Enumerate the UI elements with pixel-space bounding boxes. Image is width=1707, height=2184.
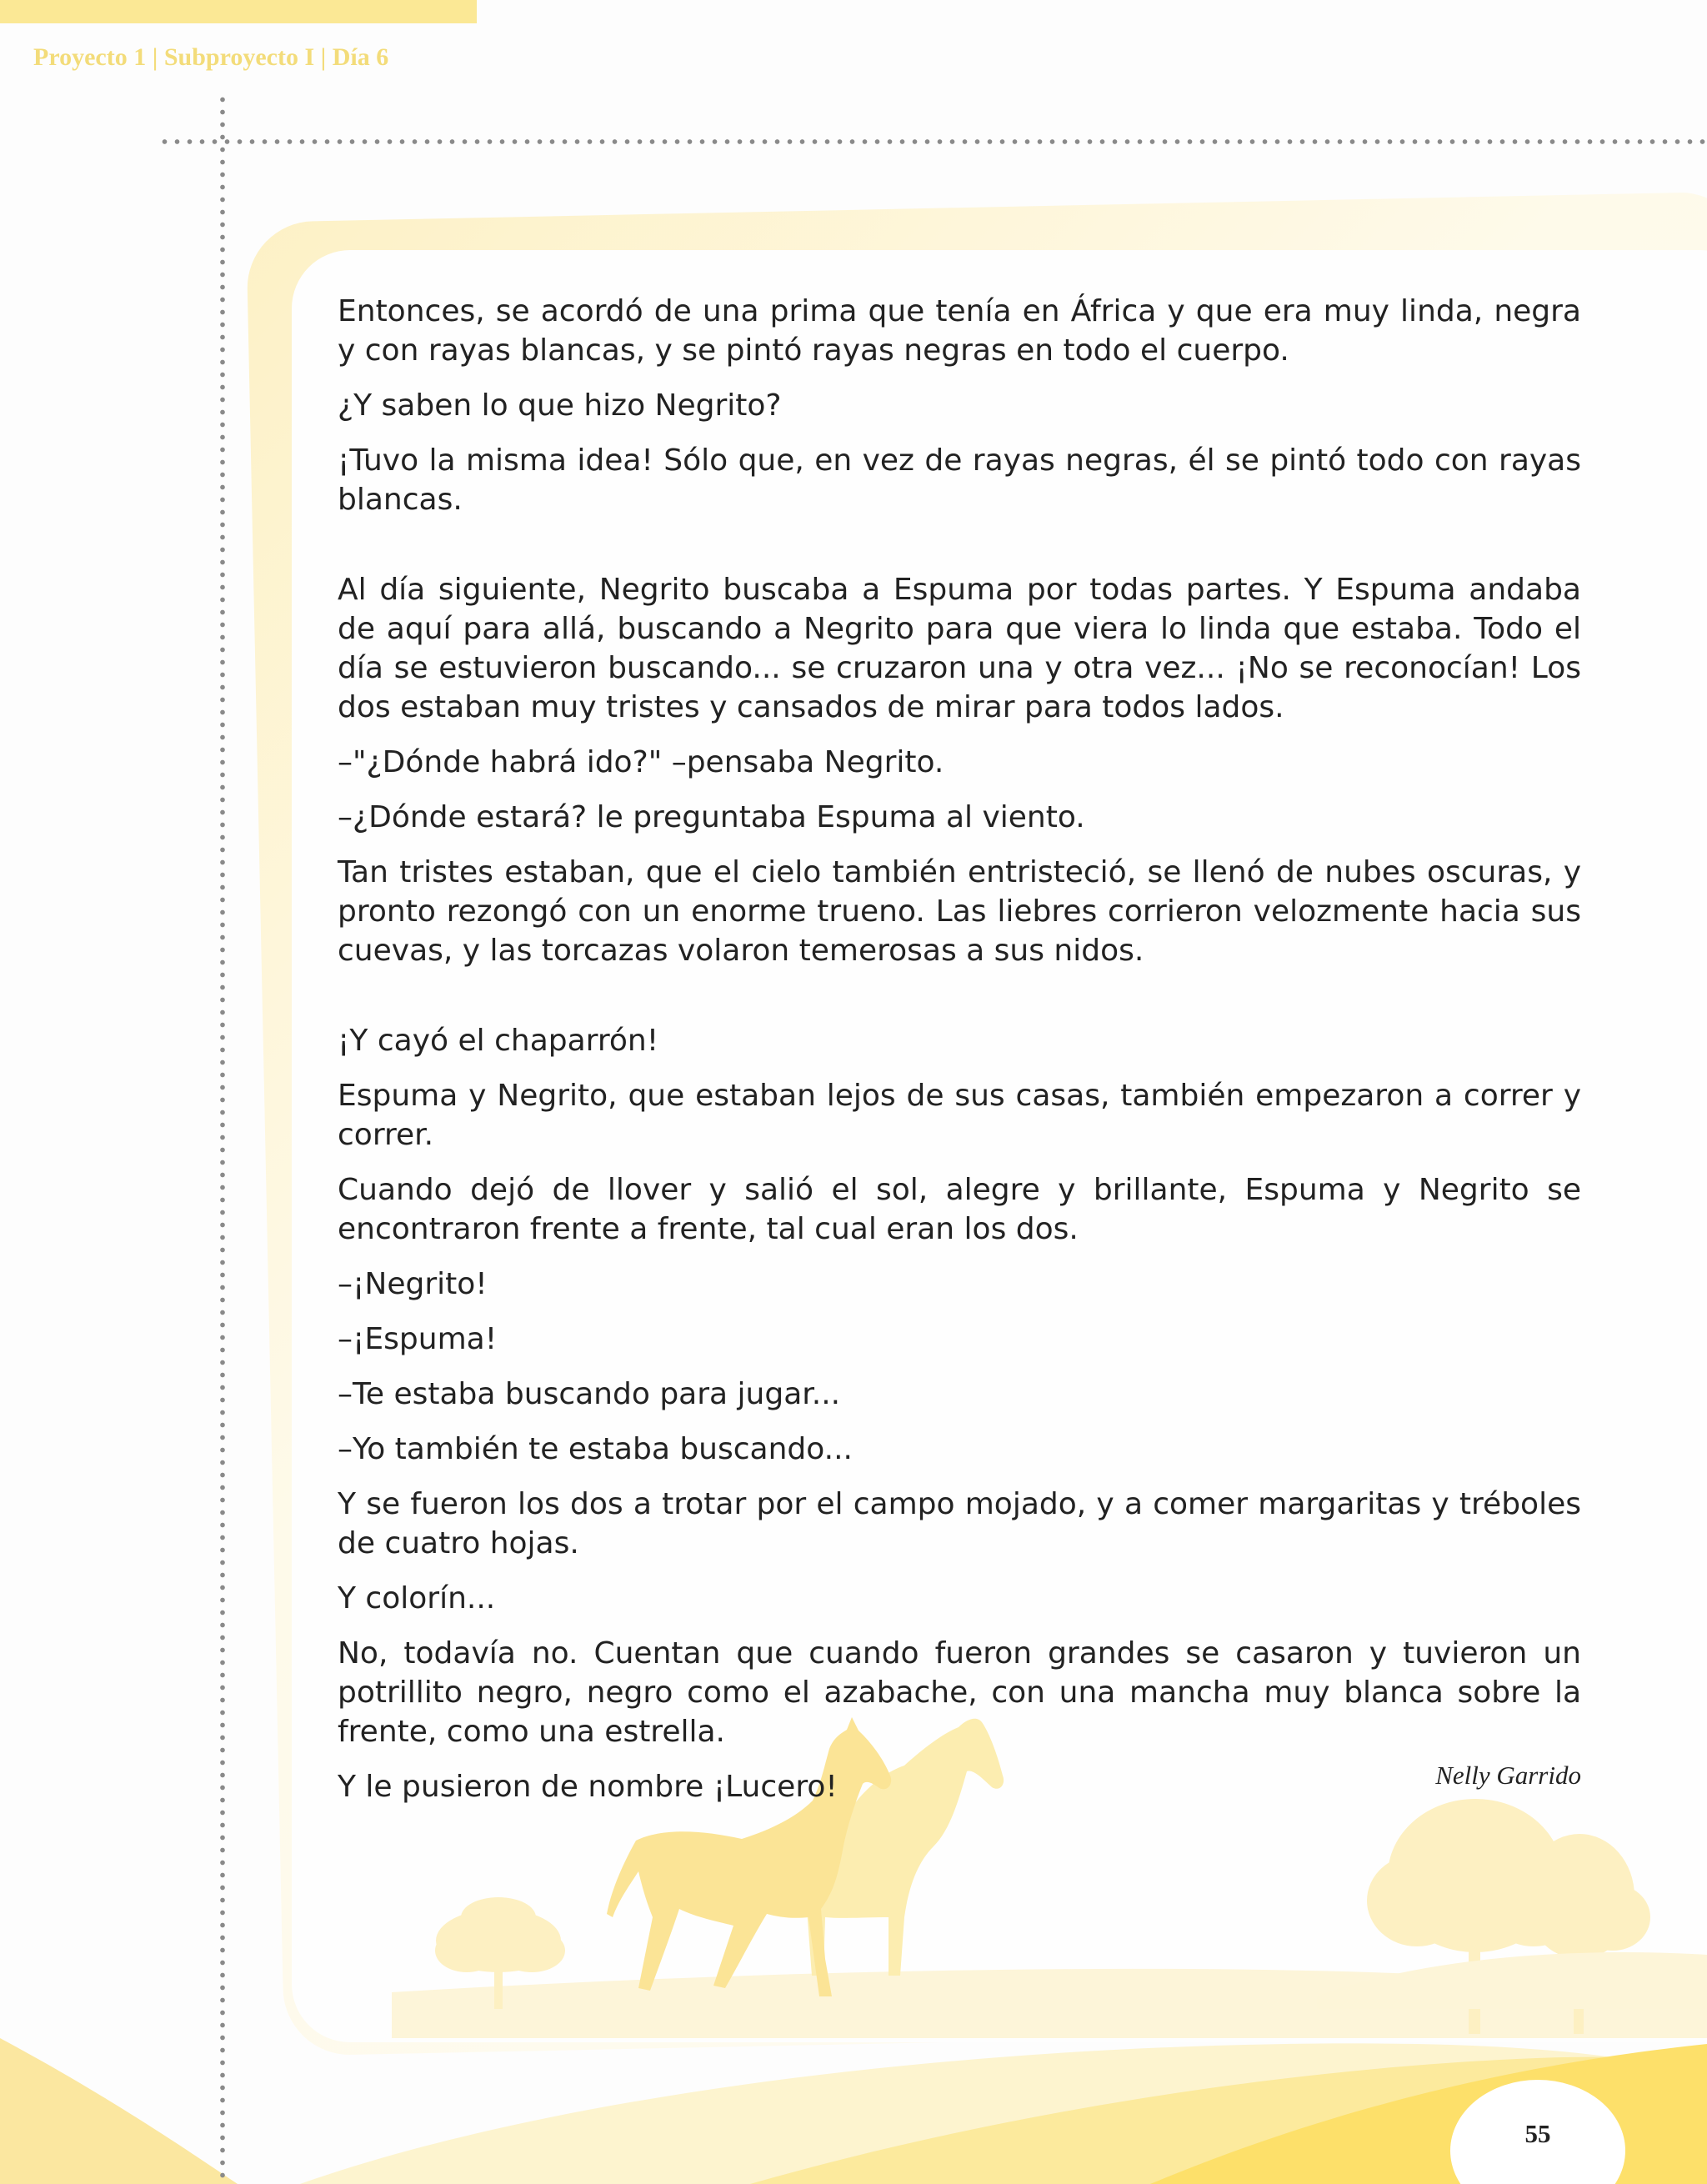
story-paragraph: No, todavía no. Cuentan que cuando fueron grandes se casaron y tuvieron un potrillito negro, negro como el azabache, con una mancha muy blanca sobre la frente, como una estrella. [338, 1636, 1581, 1749]
story-paragraph: ¡Y cayó el chaparrón! [338, 1024, 659, 1058]
story-paragraph: –¡Espuma! [338, 1322, 498, 1356]
story-paragraph: Y se fueron los dos a trotar por el campo mojado, y a comer margaritas y tréboles de cuatro hojas. [338, 1487, 1581, 1560]
story-paragraph: Y colorín... [338, 1581, 496, 1615]
story-paragraph: Espuma y Negrito, que estaban lejos de sus casas, también empezaron a correr y correr. [338, 1079, 1581, 1152]
story-paragraph: Entonces, se acordó de una prima que tenía en África y que era muy linda, negra y con rayas blancas, y se pintó rayas negras en todo el cuerpo. [338, 294, 1581, 368]
story-paragraph: –Te estaba buscando para jugar... [338, 1377, 841, 1411]
story-paragraph: ¿Y saben lo que hizo Negrito? [338, 388, 782, 423]
story-paragraph: Cuando dejó de llover y salió el sol, alegre y brillante, Espuma y Negrito se encontraron frente a frente, tal cual eran los dos. [338, 1173, 1581, 1246]
bottom-left-swoosh [0, 2038, 238, 2184]
story-paragraph: Tan tristes estaban, que el cielo también entristeció, se llenó de nubes oscuras, y pronto rezongó con un enorme trueno. Las liebres corrieron velozmente hacia sus cuevas, y las torcazas volaron temerosas a sus nidos. [338, 855, 1581, 968]
story-paragraph: Al día siguiente, Negrito buscaba a Espuma por todas partes. Y Espuma andaba de aquí para allá, buscando a Negrito para que viera lo linda que estaba. Todo el día se estuvieron buscando... se cruzaron una y otra vez... ¡No se reconocían! Los dos estaban muy tristes y cansados de mirar para todos lados. [338, 573, 1581, 724]
story-paragraph: Y le pusieron de nombre ¡Lucero! [338, 1770, 838, 1804]
page-number: 55 [1524, 2119, 1551, 2148]
story-paragraph: –"¿Dónde habrá ido?" –pensaba Negrito. [338, 745, 944, 779]
story-paragraph: –¿Dónde estará? le preguntaba Espuma al viento. [338, 800, 1085, 834]
story-paragraph: ¡Tuvo la misma idea! Sólo que, en vez de rayas negras, él se pintó todo con rayas blancas. [338, 443, 1581, 517]
story-paragraph: –¡Negrito! [338, 1267, 488, 1301]
story-paragraph: –Yo también te estaba buscando... [338, 1432, 853, 1466]
dotted-guide-vertical [220, 93, 225, 2184]
story-text [338, 292, 1581, 1822]
author-name: Nelly Garrido [1435, 1761, 1581, 1790]
page-header: Proyecto 1 | Subproyecto I | Día 6 [33, 43, 389, 71]
dotted-guide-horizontal [158, 139, 1707, 144]
right-hill [1317, 1952, 1707, 2009]
